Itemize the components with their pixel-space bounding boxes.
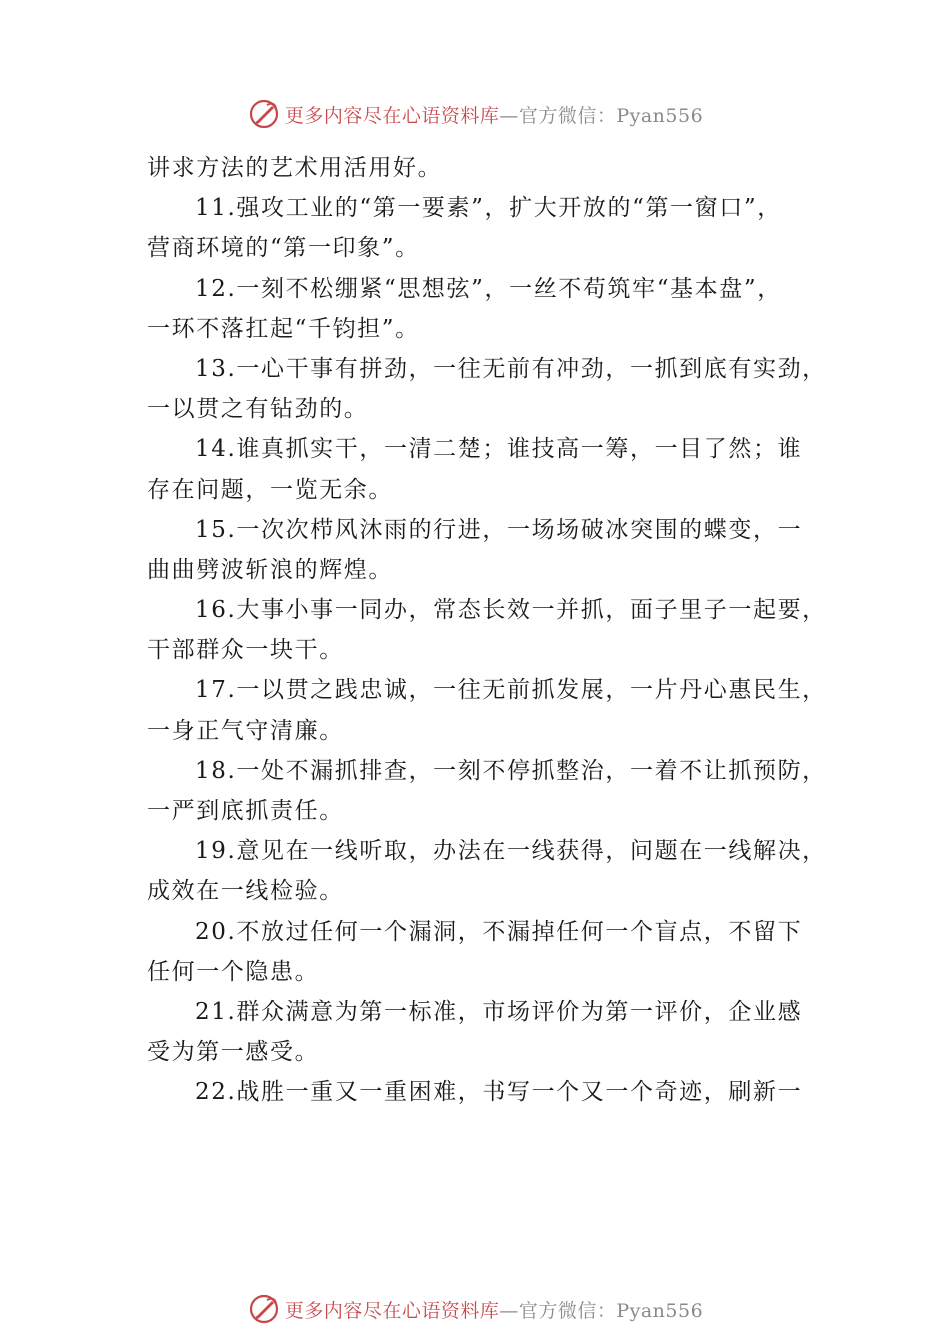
list-item-13-line-2: 一以贯之有钻劲的。 <box>147 396 369 423</box>
banner-wechat-text: —官方微信：Pyan556 <box>499 104 704 127</box>
list-item-12-line-2: 一环不落扛起“千钧担”。 <box>147 315 420 342</box>
header-watermark-banner <box>0 94 950 134</box>
list-item-20-line-1: 20.不放过任何一个漏洞，不漏掉任何一个盲点，不留下 <box>195 918 803 945</box>
list-item-19-line-2: 成效在一线检验。 <box>147 878 344 905</box>
quill-pen-seal-icon <box>247 1292 281 1326</box>
list-item-18-line-2: 一严到底抓责任。 <box>147 798 344 824</box>
list-item-19-line-1: 19.意见在一线听取，办法在一线获得，问题在一线解决， <box>195 838 827 865</box>
document-body <box>147 148 827 1113</box>
list-item-21-line-2: 受为第一感受。 <box>147 1039 320 1066</box>
list-item-22-line-1: 22.战胜一重又一重困难，书写一个又一个奇迹，刷新一 <box>195 1079 803 1106</box>
banner-brand-text: 更多内容尽在心语资料库 <box>284 104 500 127</box>
list-item-12-line-1: 12.一刻不松绷紧“思想弦”，一丝不苟筑牢“基本盘”， <box>195 275 782 302</box>
quill-pen-seal-icon <box>247 97 281 131</box>
list-item-15-line-1: 15.一次次栉风沐雨的行进，一场场破冰突围的蝶变，一 <box>195 516 803 543</box>
list-item-11-line-1: 11.强攻工业的“第一要素”，扩大开放的“第一窗口”， <box>195 195 782 222</box>
list-item-14-line-2: 存在问题，一览无余。 <box>147 476 393 503</box>
banner-brand-text: 更多内容尽在心语资料库 <box>284 1299 500 1322</box>
list-item-17-line-1: 17.一以贯之践忠诚，一往无前抓发展，一片丹心惠民生， <box>195 677 827 704</box>
list-item-16-line-2: 干部群众一块干。 <box>147 637 344 664</box>
banner-wechat-text: —官方微信：Pyan556 <box>499 1299 704 1322</box>
list-item-15-line-2: 曲曲劈波斩浪的辉煌。 <box>147 556 393 583</box>
list-item-21-line-1: 21.群众满意为第一标准，市场评价为第一评价，企业感 <box>195 998 803 1025</box>
text-line: 讲求方法的艺术用活用好。 <box>147 155 443 181</box>
footer-watermark-banner <box>0 1289 950 1329</box>
list-item-20-line-2: 任何一个隐患。 <box>147 958 320 985</box>
list-item-18-line-1: 18.一处不漏抓排查，一刻不停抓整治，一着不让抓预防， <box>195 757 827 784</box>
list-item-16-line-1: 16.大事小事一同办，常态长效一并抓，面子里子一起要， <box>195 597 827 624</box>
list-item-17-line-2: 一身正气守清廉。 <box>147 717 344 744</box>
list-item-13-line-1: 13.一心干事有拼劲，一往无前有冲劲，一抓到底有实劲， <box>195 355 827 382</box>
list-item-14-line-1: 14.谁真抓实干，一清二楚；谁技高一筹，一目了然；谁 <box>195 436 803 463</box>
list-item-11-line-2: 营商环境的“第一印象”。 <box>147 235 420 262</box>
